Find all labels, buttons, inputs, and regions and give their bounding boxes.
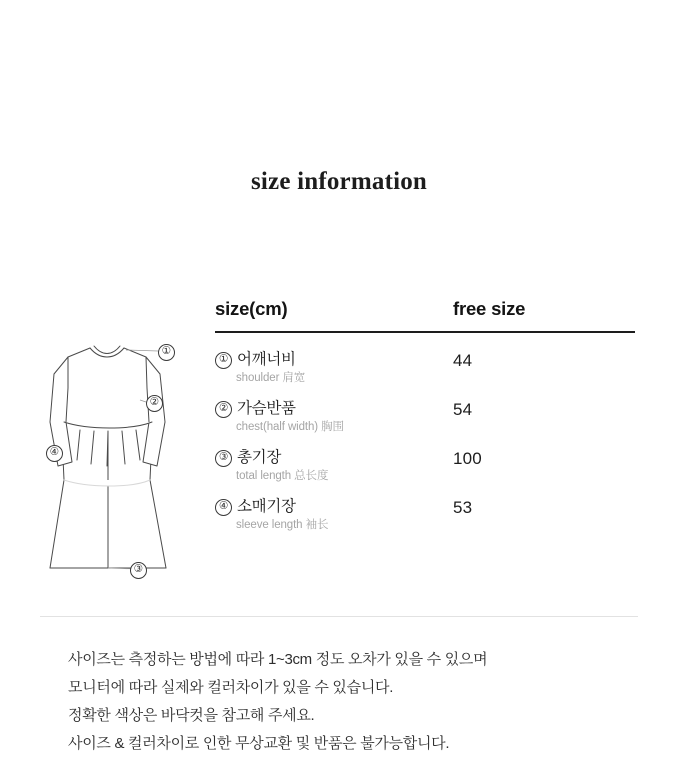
note-line-4: 사이즈 & 컬러차이로 인한 무상교환 및 반품은 불가능합니다.	[68, 735, 450, 752]
measure-label-ko-3: 총기장	[237, 449, 282, 466]
measure-name-cell	[215, 497, 453, 532]
measure-label-en-3: total length 总长度	[236, 470, 329, 482]
measure-name-ko	[215, 497, 453, 516]
measure-name-ko	[215, 448, 453, 467]
measure-value-4: 53	[453, 498, 473, 517]
measure-value-1: 44	[453, 351, 473, 370]
table-row	[215, 434, 635, 483]
marker-2-icon: ②	[146, 395, 163, 412]
page-title: size information	[250, 168, 428, 195]
note-line-3: 정확한 색상은 바닥컷을 참고해 주세요.	[68, 707, 315, 724]
measure-label-en-1: shoulder 肩宽	[236, 372, 306, 384]
dress-illustration	[28, 330, 203, 585]
section-divider	[40, 616, 638, 617]
note-line-1: 사이즈는 측정하는 방법에 따라 1~3cm 정도 오차가 있을 수 있으며	[68, 651, 488, 668]
marker-1-badge: ①	[215, 352, 232, 369]
size-table	[215, 298, 635, 532]
marker-3-icon: ③	[130, 562, 147, 579]
measure-label-ko-4: 소매기장	[237, 498, 296, 515]
measure-name-ko	[215, 350, 453, 369]
measure-label-ko-2: 가슴반품	[237, 400, 296, 417]
measure-name-cell	[215, 448, 453, 483]
marker-4-badge: ④	[215, 499, 232, 516]
marker-4-icon: ④	[46, 445, 63, 462]
table-row	[215, 385, 635, 434]
table-row	[215, 333, 635, 385]
column-header-free-size: free size	[453, 298, 526, 319]
measure-value-2: 54	[453, 400, 473, 419]
note-line-2: 모니터에 따라 실제와 컬러차이가 있을 수 있습니다.	[68, 679, 394, 696]
marker-3-badge: ③	[215, 450, 232, 467]
marker-2-badge: ②	[215, 401, 232, 418]
measure-value-3: 100	[453, 449, 482, 468]
column-header-size: size(cm)	[215, 298, 288, 319]
table-row	[215, 483, 635, 532]
measure-name-cell	[215, 399, 453, 434]
measure-label-ko-1: 어깨너비	[237, 351, 296, 368]
table-header-row	[215, 298, 635, 333]
measure-label-en-4: sleeve length 袖长	[236, 519, 329, 531]
measure-name-ko	[215, 399, 453, 418]
measure-name-cell	[215, 350, 453, 385]
measure-label-en-2: chest(half width) 胸围	[236, 421, 344, 433]
size-notes	[68, 650, 628, 762]
marker-1-icon: ①	[158, 344, 175, 361]
